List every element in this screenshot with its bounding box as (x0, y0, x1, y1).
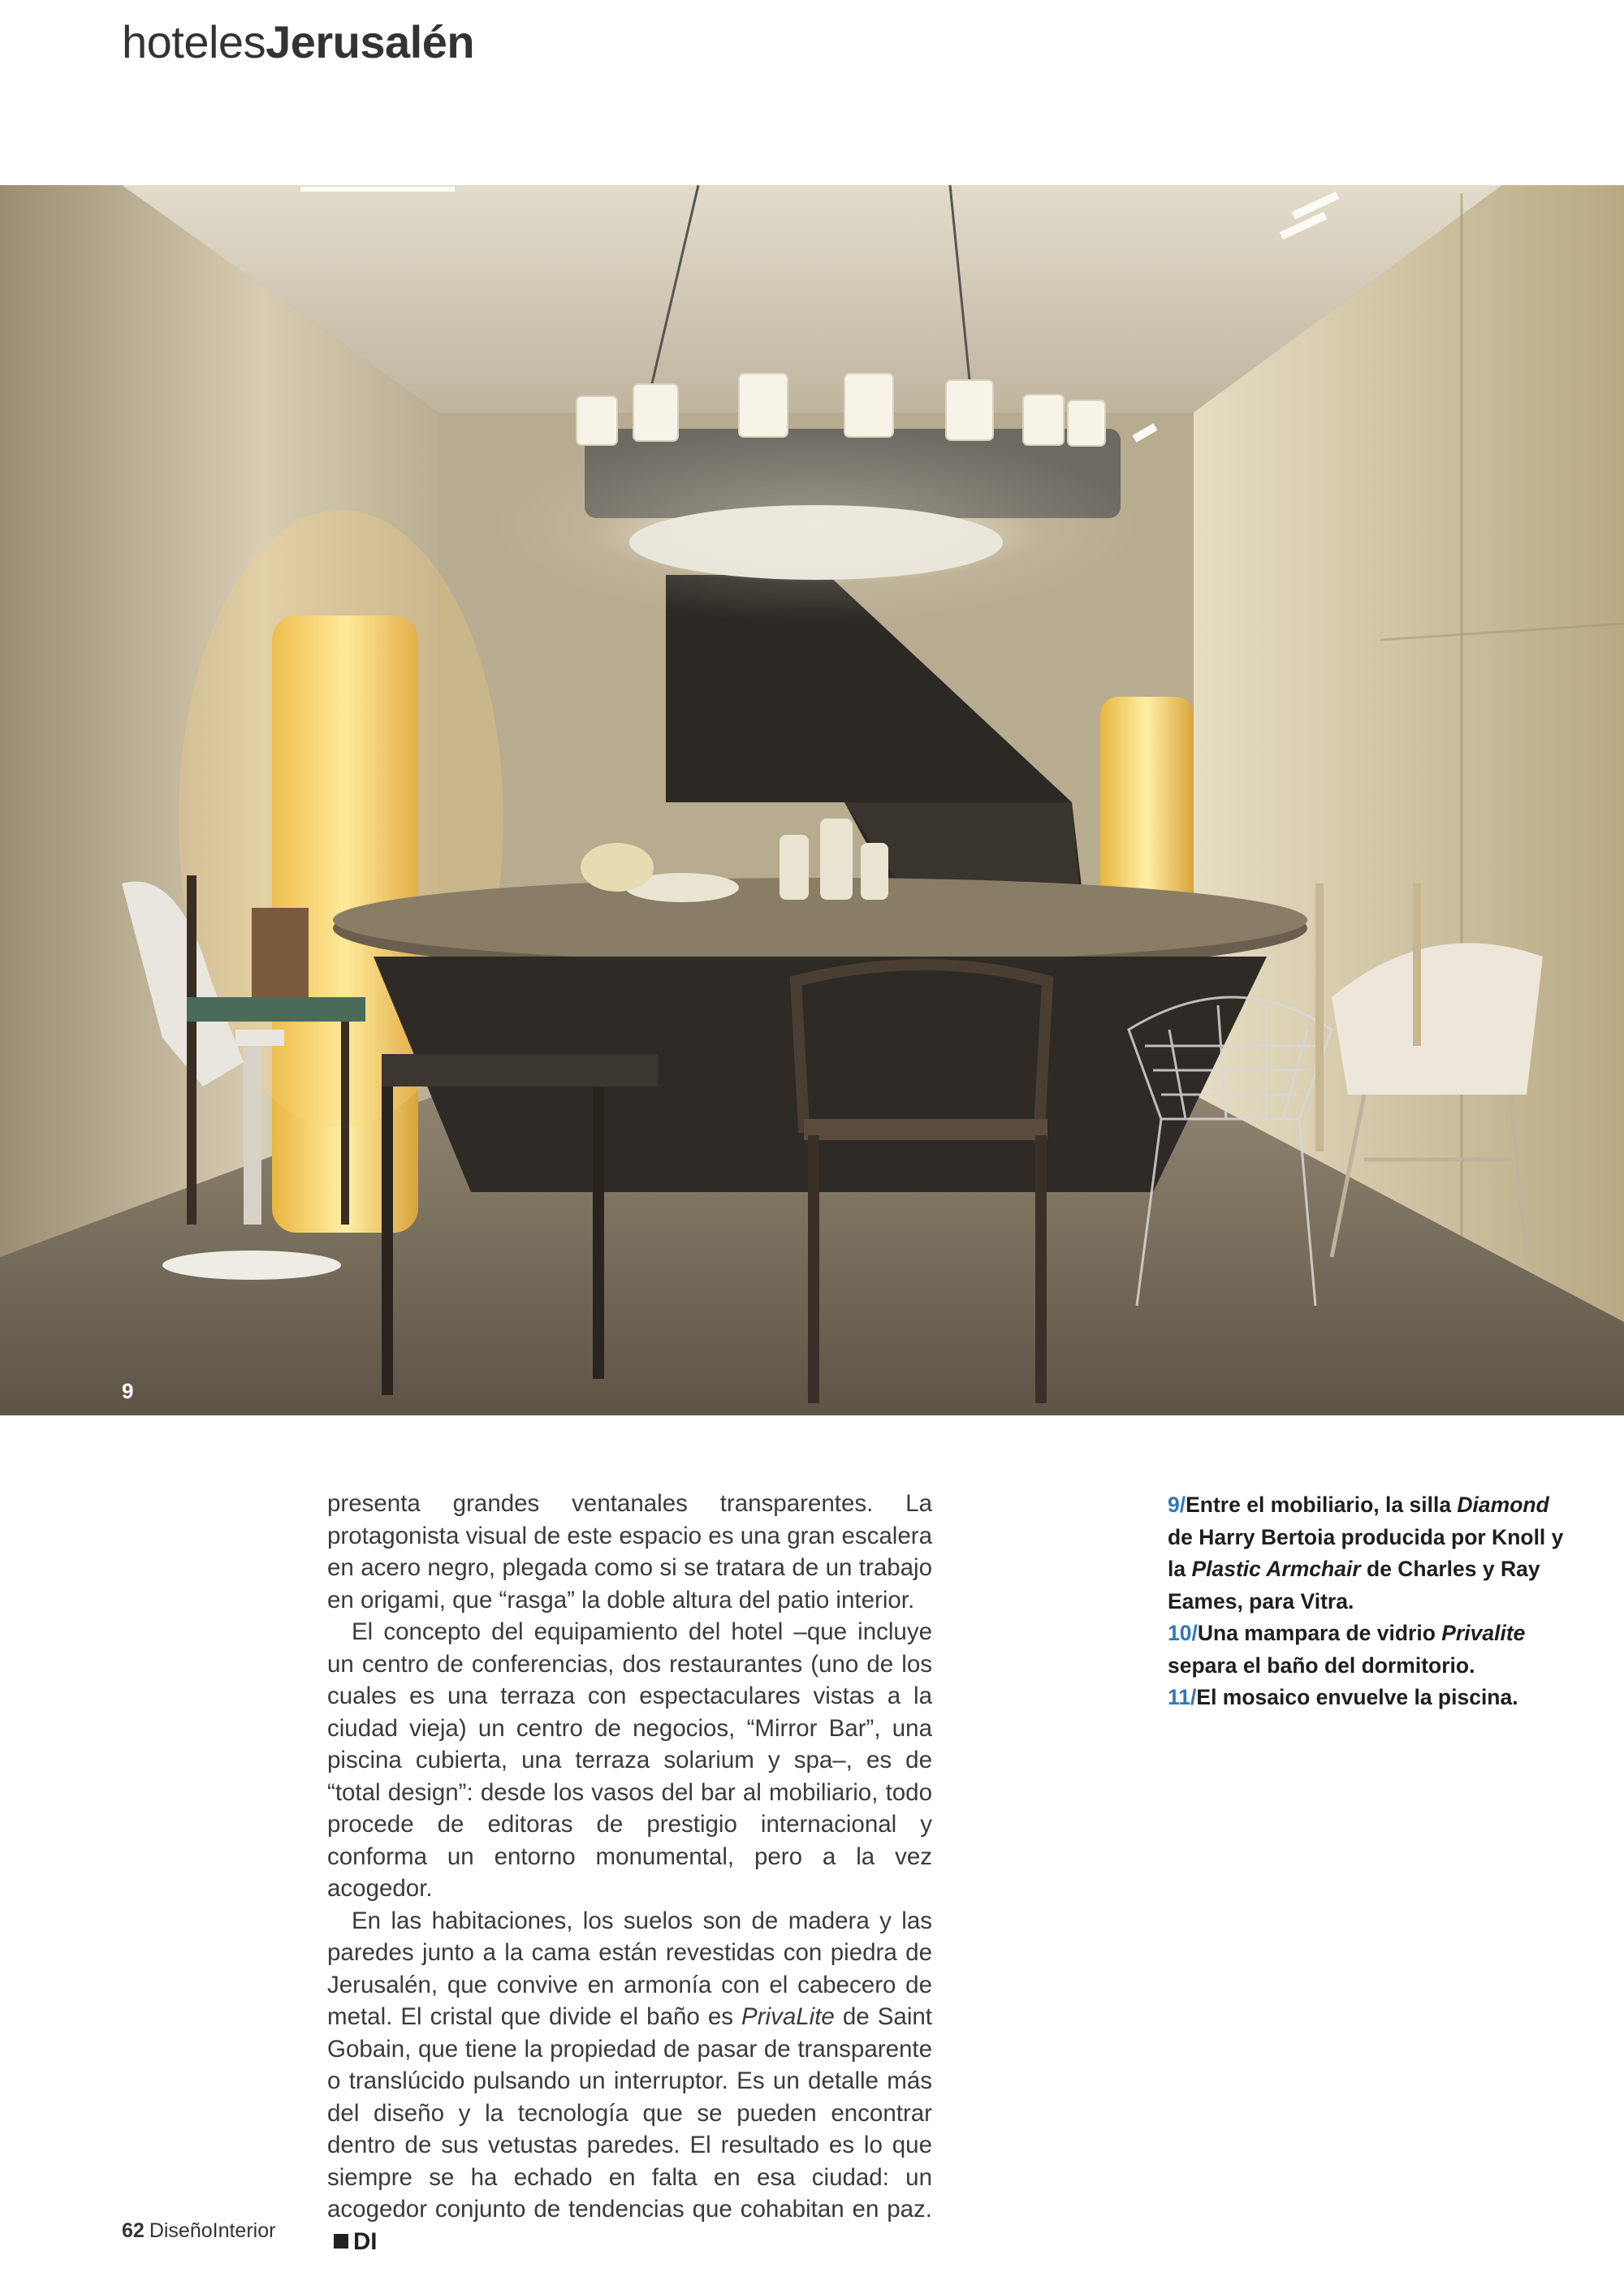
caption-11 (1168, 1682, 1566, 1714)
paragraph-3 (327, 1905, 932, 2258)
section-header (122, 15, 474, 69)
paragraph-3-text-a: En las habitaciones, los suelos son de madera y las paredes junto a la cama están revestidas con piedra de Jerusalén, que convive en armonía con el cabecero de metal. El cristal que divide el baño es (327, 1907, 932, 2030)
caption-9-emphasis-1: Diamond (1457, 1493, 1549, 1517)
photo-illustration (0, 185, 1624, 1415)
page-number: 62 (122, 2219, 145, 2242)
paragraph-3-text-b: de Saint Gobain, que tiene la propiedad de pasar de transparente o translúcido pulsando un interruptor. Es un detalle más del diseño y la tecnología que se pueden encontrar dentro de sus vetustas paredes. El resultado es lo que siempre se ha echado en falta en esa ciudad: un acogedor conjunto de tendencias que cohabitan en paz. (327, 2003, 932, 2223)
caption-9 (1168, 1489, 1566, 1618)
section-city: Jerusalén (266, 16, 475, 67)
paragraph-1: presenta grandes ventanales transparentes. La protagonista visual de este espacio es una gran escalera en acero negro, plegada como si se tratara de un trabajo en origami, que “rasga” la doble altura del patio interior. (327, 1490, 932, 1614)
page-footer (122, 2219, 275, 2243)
section-label: hoteles (122, 16, 266, 67)
photo-number: 9 (122, 1379, 134, 1403)
caption-10-emphasis: Privalite (1441, 1621, 1526, 1645)
caption-9-number: 9/ (1168, 1493, 1186, 1517)
caption-10-number: 10/ (1168, 1621, 1198, 1645)
caption-9-emphasis-2: Plastic Armchair (1191, 1557, 1361, 1581)
caption-9-text-b: de Harry Bertoia producida por Knoll y la (1168, 1524, 1564, 1581)
dining-room-photo (0, 185, 1624, 1415)
signature: DI (353, 2227, 378, 2255)
end-square-icon (334, 2234, 348, 2249)
caption-10 (1168, 1618, 1566, 1682)
caption-11-number: 11/ (1168, 1685, 1197, 1709)
caption-10-text-a: Una mampara de vidrio (1197, 1621, 1442, 1645)
paragraph-3-emphasis: PrivaLite (741, 2003, 835, 2030)
caption-11-text: El mosaico envuelve la piscina. (1196, 1685, 1518, 1709)
caption-10-text-b: separa el baño del dormitorio. (1168, 1652, 1475, 1678)
article-body (327, 1488, 932, 2257)
paragraph-2: El concepto del equipamiento del hotel –que incluye un centro de conferencias, dos restaurantes (uno de los cuales es una terraza con espectaculares vistas a la ciudad vieja) un centro de negocios, “Mirror Bar”, una piscina cubierta, una terraza solarium y spa–, es de “total design”: desde los vasos del bar al mobiliario, todo procede de editoras de prestigio internacional y conforma un entorno monumental, pero a la vez acogedor. (327, 1618, 932, 1902)
magazine-name: DiseñoInterior (149, 2219, 276, 2242)
caption-9-text-c: de Charles y Ray Eames, para Vitra. (1168, 1557, 1540, 1614)
caption-9-text-a: Entre el mobiliario, la silla (1186, 1493, 1458, 1517)
photo-captions (1168, 1489, 1566, 1714)
